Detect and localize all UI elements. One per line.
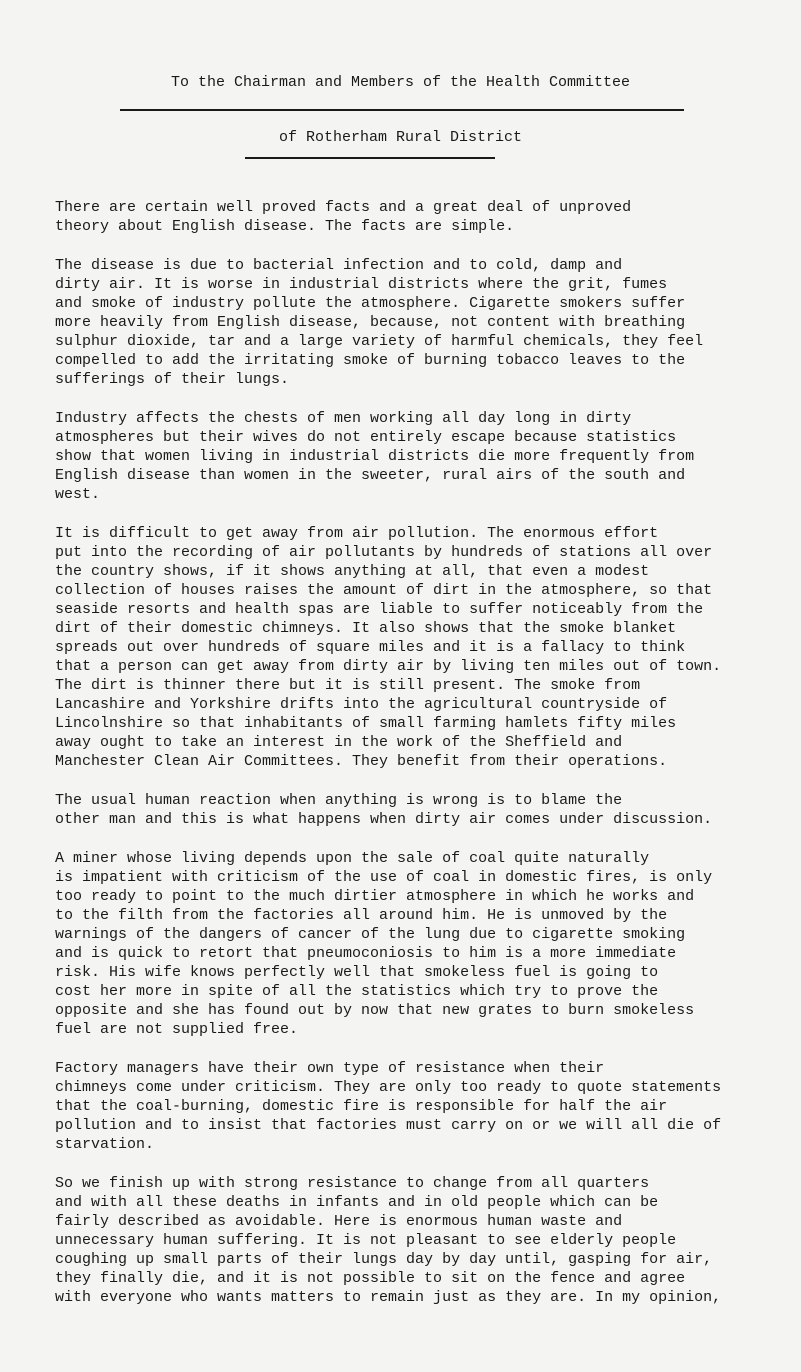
text-line: and with all these deaths in infants and in old people which can be xyxy=(55,1194,659,1211)
text-line: Lincolnshire so that inhabitants of small farming hamlets fifty miles xyxy=(55,715,677,732)
text-line: that the coal-burning, domestic fire is responsible for half the air xyxy=(55,1098,668,1115)
text-line: risk. His wife knows perfectly well that smokeless fuel is going to xyxy=(55,964,659,981)
text-line: cost her more in spite of all the statistics which try to prove the xyxy=(55,983,659,1000)
address-line-1: To the Chairman and Members of the Health Committee xyxy=(170,74,631,91)
text-line: theory about English disease. The facts are simple. xyxy=(55,218,515,235)
text-line: other man and this is what happens when dirty air comes under discussion. xyxy=(55,811,713,828)
text-line: to the filth from the factories all around him. He is unmoved by the xyxy=(55,907,668,924)
paragraph xyxy=(55,1174,800,1307)
text-line: and smoke of industry pollute the atmosphere. Cigarette smokers suffer xyxy=(55,295,686,312)
text-line: away ought to take an interest in the work of the Sheffield and xyxy=(55,734,623,751)
text-line: It is difficult to get away from air pollution. The enormous effort xyxy=(55,525,659,542)
heading-underline-1 xyxy=(120,109,684,111)
text-line: too ready to point to the much dirtier atmosphere in which he works and xyxy=(55,888,695,905)
text-line: unnecessary human suffering. It is not pleasant to see elderly people xyxy=(55,1232,677,1249)
text-line: Lancashire and Yorkshire drifts into the agricultural countryside of xyxy=(55,696,668,713)
text-line: So we finish up with strong resistance to change from all quarters xyxy=(55,1175,650,1192)
text-line: warnings of the dangers of cancer of the lung due to cigarette smoking xyxy=(55,926,686,943)
text-line: fuel are not supplied free. xyxy=(55,1021,299,1038)
text-line: A miner whose living depends upon the sale of coal quite naturally xyxy=(55,850,650,867)
paragraph xyxy=(55,524,800,771)
text-line: chimneys come under criticism. They are only too ready to quote statements xyxy=(55,1079,722,1096)
text-line: compelled to add the irritating smoke of burning tobacco leaves to the xyxy=(55,352,686,369)
text-line: There are certain well proved facts and a great deal of unproved xyxy=(55,199,632,216)
text-line: show that women living in industrial districts die more frequently from xyxy=(55,448,695,465)
text-line: opposite and she has found out by now that new grates to burn smokeless xyxy=(55,1002,695,1019)
text-line: English disease than women in the sweeter, rural airs of the south and xyxy=(55,467,686,484)
text-line: The dirt is thinner there but it is still present. The smoke from xyxy=(55,677,641,694)
text-line: spreads out over hundreds of square miles and it is a fallacy to think xyxy=(55,639,686,656)
text-line: pollution and to insist that factories must carry on or we will all die of xyxy=(55,1117,722,1134)
text-line: dirty air. It is worse in industrial districts where the grit, fumes xyxy=(55,276,668,293)
text-line: starvation. xyxy=(55,1136,155,1153)
text-line: The disease is due to bacterial infection and to cold, damp and xyxy=(55,257,623,274)
text-line: Industry affects the chests of men working all day long in dirty xyxy=(55,410,632,427)
text-line: atmospheres but their wives do not entirely escape because statistics xyxy=(55,429,677,446)
paragraph xyxy=(55,256,800,389)
heading-underline-2 xyxy=(245,157,495,159)
text-line: coughing up small parts of their lungs day by day until, gasping for air, xyxy=(55,1251,713,1268)
text-line: they finally die, and it is not possible to sit on the fence and agree xyxy=(55,1270,686,1287)
letter-body xyxy=(55,198,800,1327)
text-line: west. xyxy=(55,486,101,503)
text-line: that a person can get away from dirty air by living ten miles out of town. xyxy=(55,658,722,675)
paragraph xyxy=(55,791,800,829)
text-line: sulphur dioxide, tar and a large variety of harmful chemicals, they feel xyxy=(55,333,704,350)
text-line: and is quick to retort that pneumoconiosis to him is a more immediate xyxy=(55,945,677,962)
text-line: more heavily from English disease, because, not content with breathing xyxy=(55,314,686,331)
paragraph xyxy=(55,409,800,504)
text-line: The usual human reaction when anything is wrong is to blame the xyxy=(55,792,623,809)
text-line: collection of houses raises the amount of dirt in the atmosphere, so that xyxy=(55,582,713,599)
text-line: sufferings of their lungs. xyxy=(55,371,290,388)
text-line: the country shows, if it shows anything at all, that even a modest xyxy=(55,563,650,580)
paragraph xyxy=(55,1059,800,1154)
text-line: with everyone who wants matters to remain just as they are. In my opinion, xyxy=(55,1289,722,1306)
text-line: fairly described as avoidable. Here is enormous human waste and xyxy=(55,1213,623,1230)
text-line: Factory managers have their own type of resistance when their xyxy=(55,1060,605,1077)
text-line: dirt of their domestic chimneys. It also shows that the smoke blanket xyxy=(55,620,677,637)
text-line: put into the recording of air pollutants by hundreds of stations all over xyxy=(55,544,713,561)
text-line: is impatient with criticism of the use of coal in domestic fires, is only xyxy=(55,869,713,886)
paragraph xyxy=(55,849,800,1039)
paragraph xyxy=(55,198,800,236)
text-line: seaside resorts and health spas are liable to suffer noticeably from the xyxy=(55,601,704,618)
text-line: Manchester Clean Air Committees. They benefit from their operations. xyxy=(55,753,668,770)
address-line-2: of Rotherham Rural District xyxy=(278,129,523,146)
